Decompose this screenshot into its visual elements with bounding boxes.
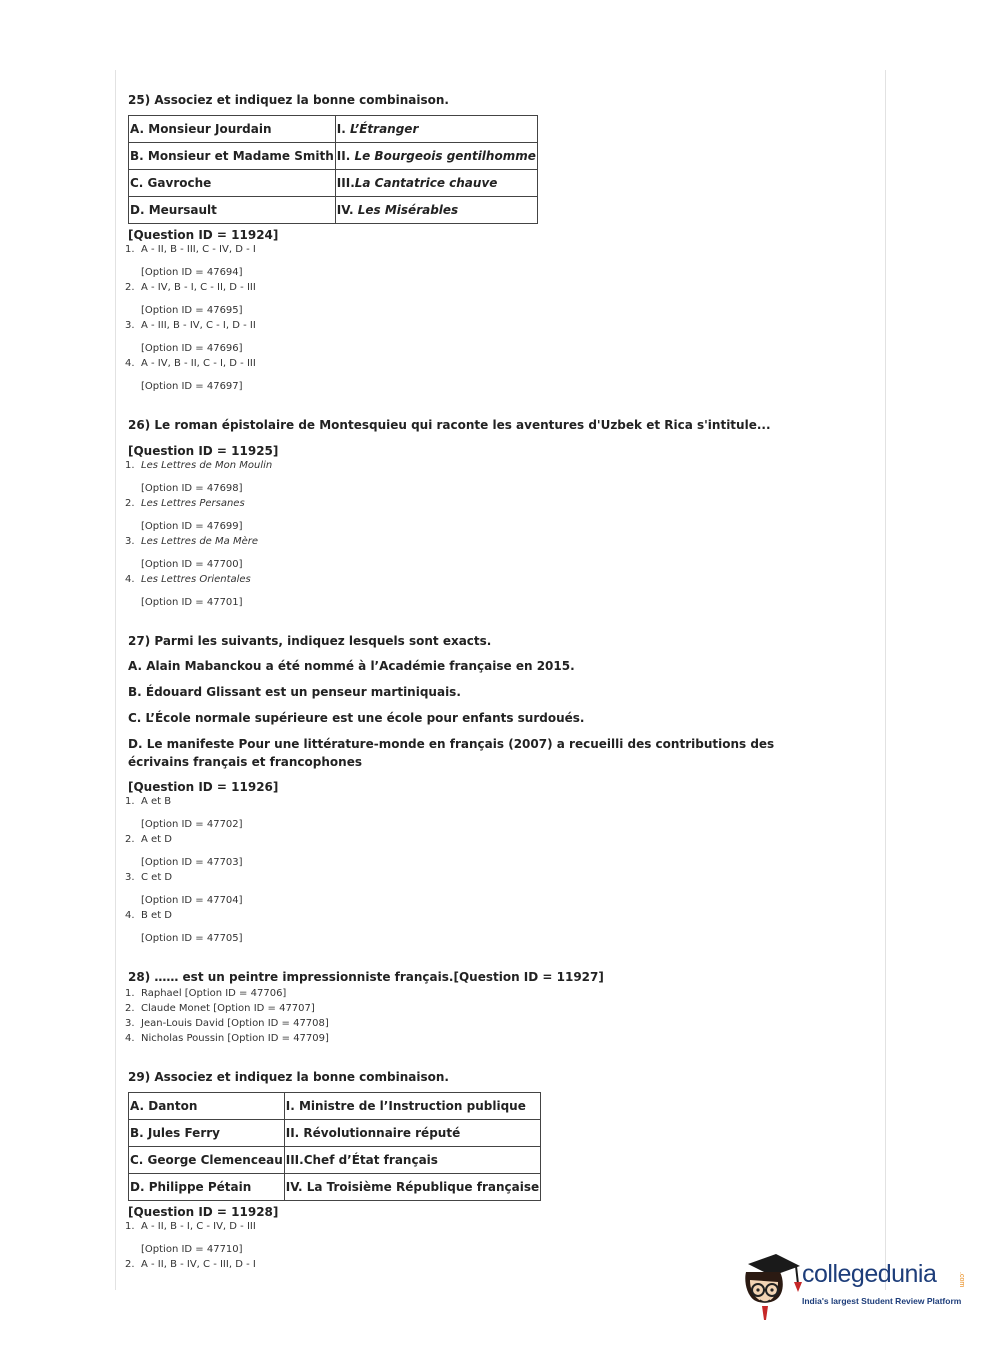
match-table [128, 1092, 541, 1201]
question-26 [125, 417, 865, 610]
option-id: [Option ID = 47698] [141, 483, 243, 494]
table-row [129, 143, 538, 170]
table-cell-left: A. Danton [129, 1093, 285, 1120]
roman-prefix: I. [336, 122, 350, 136]
list-item [125, 357, 865, 394]
option-id: [Option ID = 47694] [141, 267, 243, 278]
list-item [125, 535, 865, 572]
question-title: 25) Associez et indiquez la bonne combinaison. [128, 93, 449, 107]
option-text: Les Lettres Orientales [141, 574, 251, 585]
option-text: A et D [141, 834, 172, 845]
option-number: 1. [125, 460, 135, 471]
option-id: [Option ID = 47703] [141, 857, 243, 868]
option-text: Raphael [Option ID = 47706] [141, 988, 287, 999]
page-border-left [115, 70, 116, 1290]
list-item [125, 986, 865, 1001]
collegedunia-logo[interactable] [740, 1250, 970, 1322]
list-item [125, 1001, 865, 1016]
option-id: [Option ID = 47701] [141, 597, 243, 608]
statement: A. Alain Mabanckou a été nommé à l’Académie française en 2015. [128, 659, 575, 673]
question-title: 28) …… est un peintre impressionniste français.[Question ID = 11927] [128, 970, 604, 984]
option-number: 1. [125, 988, 135, 999]
option-number: 3. [125, 320, 135, 331]
table-cell-left: B. Jules Ferry [129, 1120, 285, 1147]
table-cell-left: A. Monsieur Jourdain [129, 116, 336, 143]
italic-title: Le Bourgeois gentilhomme [354, 149, 536, 163]
table-cell-right [335, 197, 537, 224]
list-item [125, 459, 865, 496]
option-text: A - IV, B - I, C - II, D - III [141, 282, 256, 293]
list-item [125, 1031, 865, 1046]
option-id: [Option ID = 47696] [141, 343, 243, 354]
options-list [125, 795, 865, 946]
question-28 [125, 969, 865, 1046]
table-cell-right: II. Révolutionnaire réputé [284, 1120, 540, 1147]
options-list [125, 243, 865, 394]
statement: D. Le manifeste Pour une littérature-monde en français (2007) a recueilli des contributions des écrivains français et francophones [128, 737, 775, 769]
option-id: [Option ID = 47702] [141, 819, 243, 830]
option-text: A - II, B - IV, C - III, D - I [141, 1259, 256, 1270]
option-text: Jean-Louis David [Option ID = 47708] [141, 1018, 329, 1029]
option-text: Les Lettres Persanes [141, 498, 245, 509]
roman-prefix: IV. [336, 203, 358, 217]
list-item [125, 795, 865, 832]
table-cell-left: C. George Clemenceau [129, 1147, 285, 1174]
page-border-right [885, 70, 886, 1290]
table-row [129, 1093, 541, 1120]
italic-title: La Cantatrice chauve [354, 176, 498, 190]
option-number: 4. [125, 574, 135, 585]
option-number: 1. [125, 244, 135, 255]
table-cell-left: D. Meursault [129, 197, 336, 224]
list-item [125, 1016, 865, 1031]
option-number: 1. [125, 1221, 135, 1232]
option-text: A - III, B - IV, C - I, D - II [141, 320, 256, 331]
option-number: 4. [125, 1033, 135, 1044]
option-text: A - IV, B - II, C - I, D - III [141, 358, 256, 369]
table-row [129, 1174, 541, 1201]
question-title: 27) Parmi les suivants, indiquez lesquels sont exacts. [128, 634, 492, 648]
option-text: Claude Monet [Option ID = 47707] [141, 1003, 315, 1014]
table-row [129, 197, 538, 224]
option-text: Les Lettres de Mon Moulin [141, 460, 273, 471]
option-text: Les Lettres de Ma Mère [141, 536, 258, 547]
list-item [125, 871, 865, 908]
table-cell-right [335, 143, 537, 170]
table-row [129, 116, 538, 143]
roman-prefix: III. [336, 176, 355, 190]
roman-prefix: II. [336, 149, 355, 163]
table-cell-right [335, 116, 537, 143]
match-table [128, 115, 538, 224]
list-item [125, 833, 865, 870]
question-id: [Question ID = 11925] [128, 444, 279, 458]
option-number: 2. [125, 1259, 135, 1270]
option-id: [Option ID = 47699] [141, 521, 243, 532]
option-id: [Option ID = 47695] [141, 305, 243, 316]
table-cell-right: I. Ministre de l’Instruction publique [284, 1093, 540, 1120]
list-item [125, 909, 865, 946]
statement: C. L’École normale supérieure est une école pour enfants surdoués. [128, 711, 585, 725]
list-item [125, 497, 865, 534]
option-id: [Option ID = 47710] [141, 1244, 243, 1255]
option-text: A - II, B - III, C - IV, D - I [141, 244, 256, 255]
option-number: 2. [125, 282, 135, 293]
statement: B. Édouard Glissant est un penseur martiniquais. [128, 685, 461, 699]
option-number: 3. [125, 1018, 135, 1029]
document-content [125, 92, 865, 1272]
mascot-icon [740, 1250, 802, 1322]
option-number: 4. [125, 358, 135, 369]
option-id: [Option ID = 47704] [141, 895, 243, 906]
question-id: [Question ID = 11924] [128, 228, 279, 242]
option-number: 2. [125, 1003, 135, 1014]
list-item [125, 573, 865, 610]
question-27 [125, 633, 865, 946]
list-item [125, 281, 865, 318]
option-text: A et B [141, 796, 172, 807]
logo-tagline: India's largest Student Review Platform [802, 1296, 962, 1306]
table-cell-right: IV. La Troisième République française [284, 1174, 540, 1201]
question-title: 29) Associez et indiquez la bonne combinaison. [128, 1070, 449, 1084]
option-id: [Option ID = 47700] [141, 559, 243, 570]
question-id: [Question ID = 11928] [128, 1205, 279, 1219]
table-row [129, 1120, 541, 1147]
italic-title: L’Étranger [350, 122, 419, 136]
option-id: [Option ID = 47705] [141, 933, 243, 944]
option-number: 2. [125, 498, 135, 509]
option-text: Nicholas Poussin [Option ID = 47709] [141, 1033, 329, 1044]
logo-wordmark: collegedunia [802, 1260, 937, 1288]
table-row [129, 1147, 541, 1174]
question-id: [Question ID = 11926] [128, 780, 279, 794]
option-text: A - II, B - I, C - IV, D - III [141, 1221, 256, 1232]
option-number: 1. [125, 796, 135, 807]
table-cell-right [335, 170, 537, 197]
table-cell-left: B. Monsieur et Madame Smith [129, 143, 336, 170]
list-item [125, 319, 865, 356]
option-number: 4. [125, 910, 135, 921]
option-id: [Option ID = 47697] [141, 381, 243, 392]
table-cell-left: C. Gavroche [129, 170, 336, 197]
option-number: 3. [125, 536, 135, 547]
italic-title: Les Misérables [357, 203, 459, 217]
logo-domain-suffix: .com [958, 1272, 965, 1288]
table-row [129, 170, 538, 197]
list-item [125, 243, 865, 280]
question-25 [125, 92, 865, 394]
table-cell-right: III.Chef d’État français [284, 1147, 540, 1174]
option-number: 3. [125, 872, 135, 883]
options-list [125, 986, 865, 1046]
options-list [125, 459, 865, 610]
option-text: C et D [141, 872, 173, 883]
option-number: 2. [125, 834, 135, 845]
table-cell-left: D. Philippe Pétain [129, 1174, 285, 1201]
option-text: B et D [141, 910, 172, 921]
question-title: 26) Le roman épistolaire de Montesquieu qui raconte les aventures d'Uzbek et Rica s'intitule... [128, 418, 771, 432]
question-29 [125, 1069, 865, 1272]
